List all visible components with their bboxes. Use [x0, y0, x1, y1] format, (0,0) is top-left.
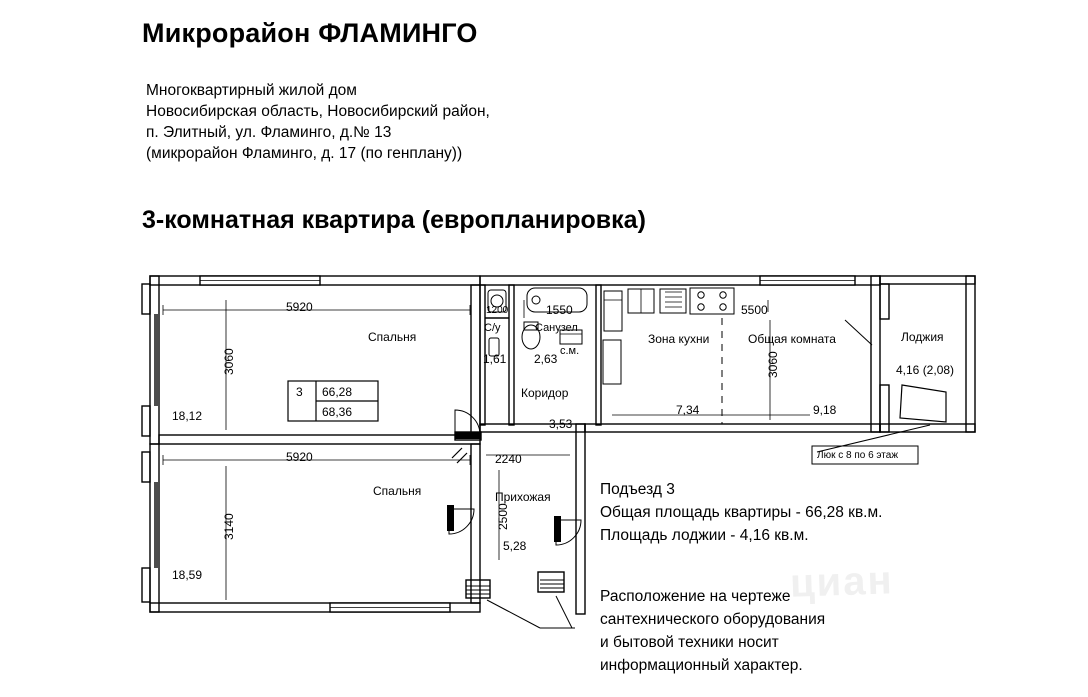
room-label-loggia: Лоджия: [901, 330, 944, 344]
room-label-bathroom: Санузел: [535, 322, 578, 334]
room-label-common-room: Общая комната: [748, 332, 836, 346]
dimension-top-bedroom-width: 5920: [286, 300, 313, 314]
building-description-line-4: (микрорайон Фламинго, д. 17 (по генплану)): [146, 145, 463, 162]
disclaimer-line-3: и бытовой техники носит: [600, 634, 779, 651]
room-label-wc: С/у: [484, 322, 501, 334]
table-total-with-loggia: 68,36: [322, 405, 353, 419]
area-wc: 1,61: [483, 352, 507, 366]
room-label-hall: Прихожая: [495, 490, 551, 504]
area-bedroom-1: 18,12: [172, 409, 203, 423]
watermark: циан: [789, 558, 895, 606]
disclaimer-line-4: информационный характер.: [600, 657, 803, 674]
dimension-wc-small: 1200: [486, 305, 509, 316]
disclaimer-note: [600, 585, 825, 677]
label-washing-machine: с.м.: [560, 345, 580, 357]
building-description-line-2: Новосибирская область, Новосибирский район,: [146, 103, 490, 120]
table-total-area: 66,28: [322, 385, 353, 399]
room-label-corridor: Коридор: [521, 386, 569, 400]
area-corridor: 3,53: [549, 417, 573, 431]
building-description-line-3: п. Элитный, ул. Фламинго, д.№ 13: [146, 124, 392, 141]
dimension-top-bedroom-height: 3060: [222, 348, 236, 375]
building-description-line-1: Многоквартирный жилой дом: [146, 82, 357, 99]
area-loggia: 4,16 (2,08): [896, 363, 955, 377]
page-title: Микрорайон ФЛАМИНГО: [142, 18, 478, 48]
entrance-label: Подъезд 3: [600, 481, 675, 498]
room-label-bedroom-2: Спальня: [373, 484, 422, 498]
area-bathroom: 2,63: [534, 352, 558, 366]
hatch-note: Люк с 8 по 6 этаж: [817, 450, 899, 461]
area-bedroom-2: 18,59: [172, 568, 203, 582]
dimension-bottom-bedroom-height: 3140: [222, 513, 236, 540]
dimension-hall-height: 2500: [496, 503, 510, 530]
room-label-kitchen-zone: Зона кухни: [648, 332, 710, 346]
area-common-room: 9,18: [813, 403, 837, 417]
dimension-common-height: 3060: [766, 351, 780, 378]
loggia-area-label: Площадь лоджии - 4,16 кв.м.: [600, 527, 809, 544]
table-rooms-count: 3: [296, 385, 303, 399]
dimension-bottom-bedroom-width: 5920: [286, 450, 313, 464]
area-kitchen-zone: 7,34: [676, 403, 700, 417]
disclaimer-line-2: сантехнического оборудования: [600, 611, 826, 628]
room-label-bedroom-1: Спальня: [368, 330, 417, 344]
dimension-common-width: 5500: [741, 303, 768, 317]
flat-info-block: [600, 478, 882, 547]
dimension-bath-width: 1550: [546, 303, 573, 317]
disclaimer-line-1: Расположение на чертеже: [600, 588, 791, 605]
dimension-hall-width: 2240: [495, 452, 522, 466]
area-hall: 5,28: [503, 539, 527, 553]
total-area-label: Общая площадь квартиры - 66,28 кв.м.: [600, 504, 883, 521]
flat-type-title: 3-комнатная квартира (европланировка): [142, 206, 646, 234]
